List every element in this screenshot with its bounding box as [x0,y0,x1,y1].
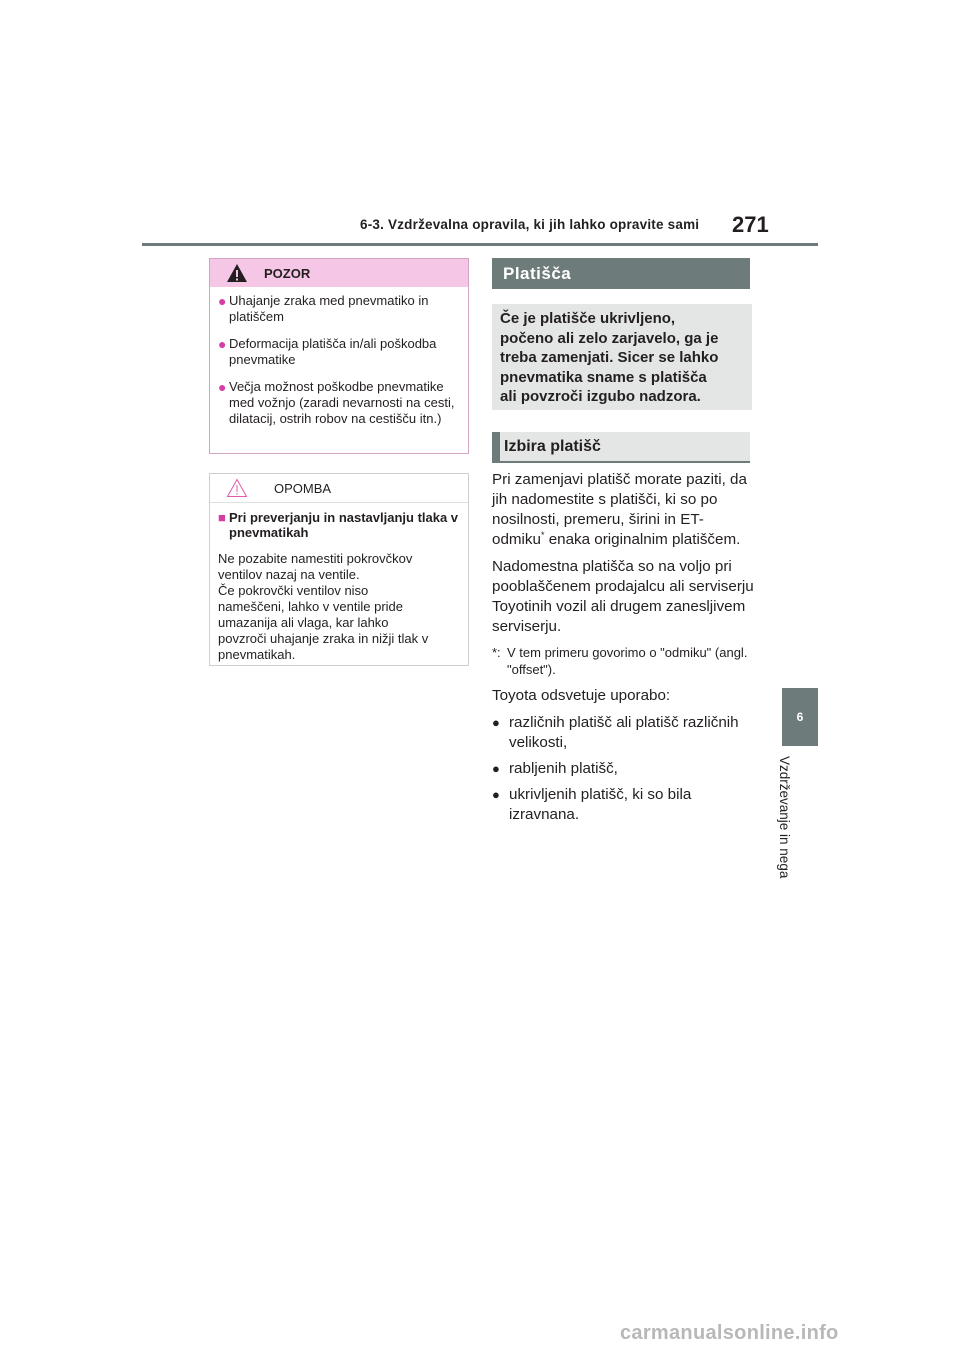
info-box: Če je platišče ukrivljeno, počeno ali zelo zarjavelo, ga je treba zamenjati. Sicer se lahko pnevmatika sname s platišča ali povzroči izgubo nadzora. [492,304,752,410]
note-header [210,474,468,503]
bullet-dot-icon: ● [492,715,500,730]
list-item: ● rabljenih platišč, [492,760,618,777]
header-rule [142,243,818,246]
caution-triangle-icon [226,478,248,498]
body-text [492,470,754,831]
warning-box [209,258,469,454]
chapter-title: 6-3. Vzdrževalna opravila, ki jih lahko opravite sami [360,217,700,232]
note-label: OPOMBA [274,480,332,496]
note-text: Ne pozabite namestiti pokrovčkov ventilov nazaj na ventile. Če pokrovčki ventilov niso nameščeni, lahko v ventile pride umazanija ali vlaga, kar lahko povzroči uhajanje zraka in nižji tlak v pnevmatikah. [218,551,429,662]
paragraph: Toyota odsvetuje uporabo: [492,687,671,704]
bullet-dot-icon: ● [218,336,227,352]
warning-item: ● Deformacija platišča in/ali poškodba pnevmatike [218,336,437,367]
list-item: ● različnih platišč ali platišč različnih velikosti, [492,714,739,751]
page-number: 271 [732,212,769,237]
list-item: ● ukrivljenih platišč, ki so bila izravnana. [492,786,692,823]
note-box [209,473,469,666]
bullet-dot-icon: ● [492,787,500,802]
chapter-side-label-text: Vzdrževanje in nega [777,756,792,879]
subsection-heading: Izbira platišč [492,432,750,463]
chapter-side-label [777,756,818,916]
square-bullet-icon: ■ [218,510,226,525]
bullet-dot-icon: ● [492,761,500,776]
paragraph: Pri zamenjavi platišč morate paziti, da jih nadomestite s platišči, ki so po nosilnosti, premeru, širini in ET-odmiku* enaka originalnim platiščem. [492,471,747,548]
note-subheading: ■ Pri preverjanju in nastavljanju tlaka v pnevmatikah [218,510,459,540]
paragraph: Nadomestna platišča so na voljo pri pooblaščenem prodajalcu ali serviserju Toyotinih vozil ali drugem zanesljivem serviserju. [492,558,754,635]
footnote: *: V tem primeru govorimo o "odmiku" (angl. "offset"). [492,645,748,677]
bullet-dot-icon: ● [218,293,227,309]
chapter-tab-number: 6 [796,710,804,724]
warning-label: POZOR [264,265,311,281]
bullet-dot-icon: ● [218,379,227,395]
warning-header [210,259,468,287]
chapter-tab[interactable] [782,688,818,746]
warning-item: ● Uhajanje zraka med pnevmatiko in platiščem [218,293,429,324]
watermark[interactable]: carmanualsonline.info [620,1322,839,1344]
warning-triangle-icon [226,263,248,283]
section-heading: Platišča [492,258,750,289]
warning-item: ● Večja možnost poškodbe pnevmatike med vožnjo (zaradi nevarnosti na cesti, dilatacij, ostrih robov na cestišču itn.) [218,379,455,426]
